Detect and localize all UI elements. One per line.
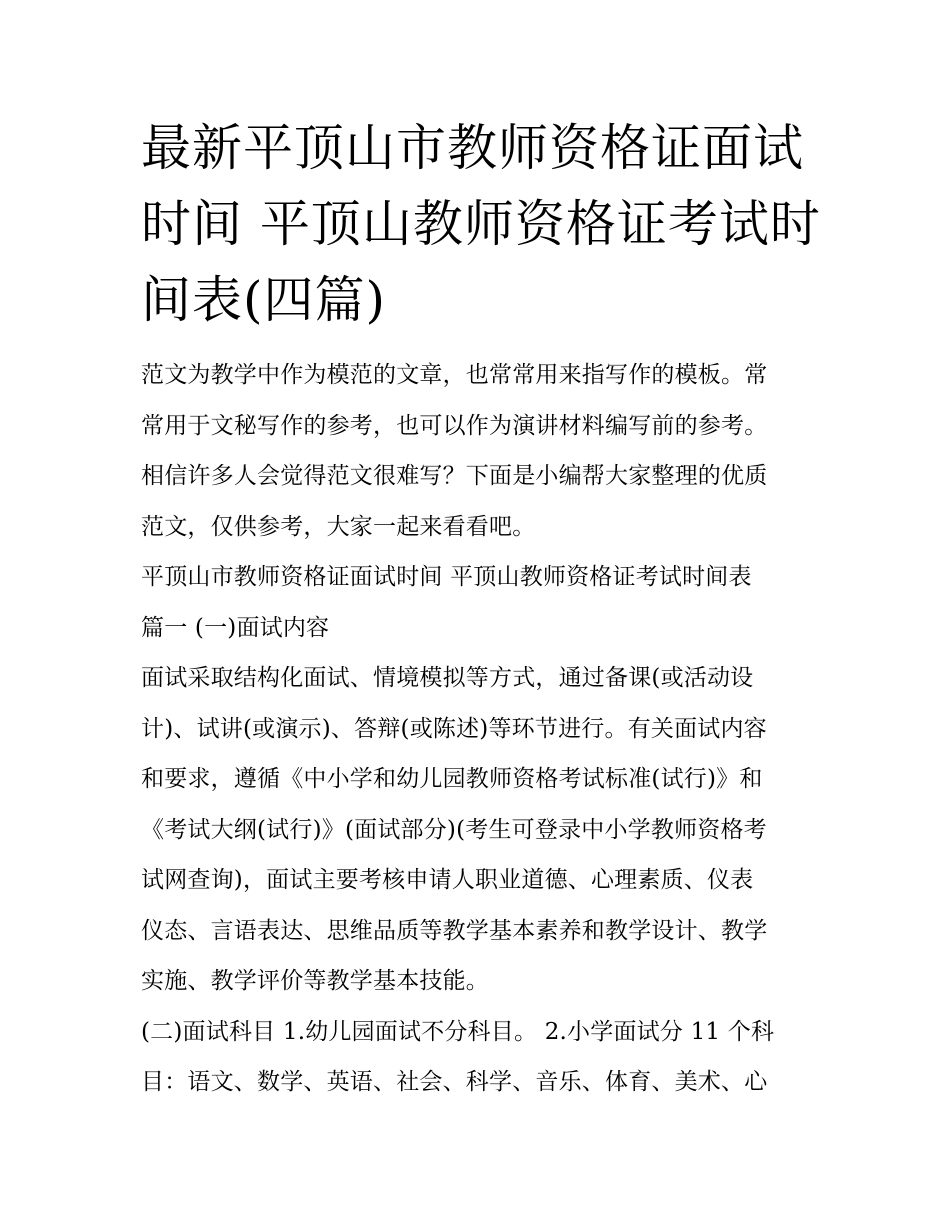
- text-line: 实施、教学评价等教学基本技能。: [141, 968, 489, 994]
- intro-paragraph: [141, 350, 821, 552]
- text-line: 计)、试讲(或演示)、答辩(或陈述)等环节进行。有关面试内容: [141, 715, 767, 742]
- document-title: [141, 110, 821, 338]
- text-line: 试网查询)，面试主要考核申请人职业道德、心理素质、仪表: [141, 867, 754, 893]
- text-line: 仪态、言语表达、思维品质等教学基本素养和教学设计、教学: [141, 917, 768, 944]
- title-line: 时间 平顶山教师资格证考试时: [141, 195, 821, 253]
- document-page: [141, 110, 821, 1108]
- title-line: 间表(四篇): [141, 271, 387, 329]
- text-line: 范文为教学中作为模范的文章，也常常用来指写作的模板。常: [141, 362, 768, 388]
- interview-subjects-paragraph: [141, 1007, 821, 1108]
- title-line: 最新平顶山市教师资格证面试: [141, 119, 804, 177]
- text-line: 目：语文、数学、英语、社会、科学、音乐、体育、美术、心: [141, 1069, 768, 1095]
- text-line: 平顶山市教师资格证面试时间 平顶山教师资格证考试时间表: [141, 564, 752, 590]
- text-line: 和要求，遵循《中小学和幼儿园教师资格考试标准(试行)》和: [141, 766, 763, 792]
- text-line: 相信许多人会觉得范文很难写？下面是小编帮大家整理的优质: [141, 463, 768, 489]
- text-line: 常用于文秘写作的参考，也可以作为演讲材料编写前的参考。: [141, 412, 768, 439]
- text-line: 篇一 (一)面试内容: [141, 614, 330, 641]
- text-line: 《考试大纲(试行)》(面试部分)(考生可登录中小学教师资格考: [141, 816, 767, 843]
- text-line: 范文，仅供参考，大家一起来看看吧。: [141, 513, 536, 540]
- text-line: 面试采取结构化面试、情境模拟等方式，通过备课(或活动设: [141, 665, 754, 691]
- section-heading: [141, 603, 821, 654]
- text-line: (二)面试科目 1.幼儿园面试不分科目。 2.小学面试分 11 个科: [141, 1018, 775, 1045]
- interview-content-paragraph: [141, 653, 821, 1007]
- subtitle-paragraph: [141, 552, 821, 603]
